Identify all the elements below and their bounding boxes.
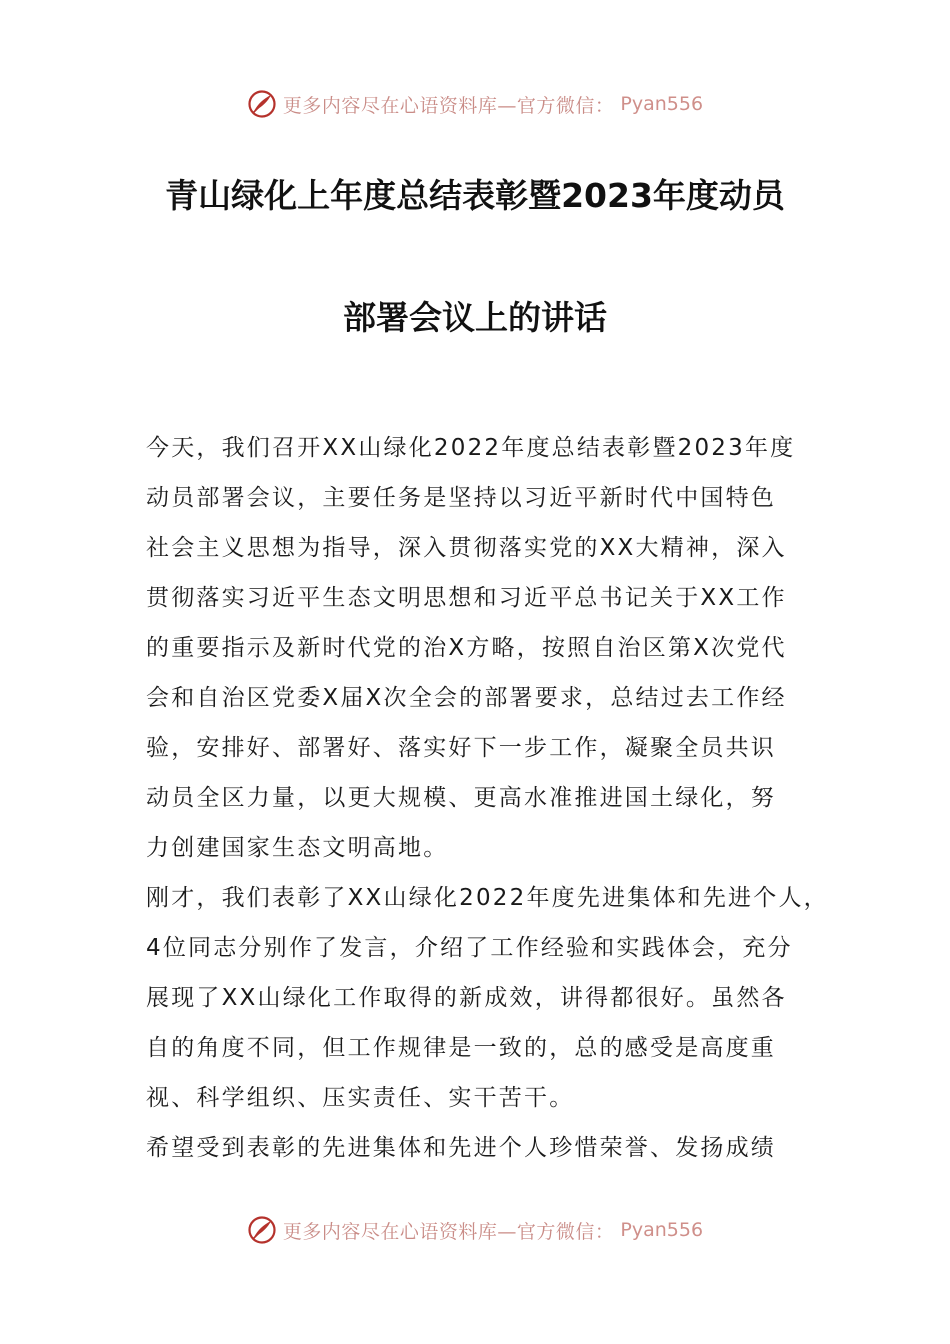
body-line: 刚才，我们表彰了XX山绿化2022年度先进集体和先进个人， (146, 885, 829, 911)
page-title-line-2: 部署会议上的讲话 (343, 298, 607, 337)
watermark-text: 更多内容尽在心语资料库—官方微信： (282, 94, 615, 117)
body-line: 自的角度不同，但工作规律是一致的，总的感受是高度重 (146, 1035, 776, 1061)
body-line: 会和自治区党委X届X次全会的部署要求，总结过去工作经 (146, 685, 787, 711)
watermark-wechat-id: Pyan556 (620, 1219, 704, 1241)
body-line: 贯彻落实习近平生态文明思想和习近平总书记关于XX工作 (146, 585, 787, 611)
body-line: 力创建国家生态文明高地。 (146, 835, 449, 861)
body-line: 动员部署会议，主要任务是坚持以习近平新时代中国特色 (146, 485, 776, 511)
quill-logo-icon (247, 89, 277, 119)
body-line: 4位同志分别作了发言，介绍了工作经验和实践体会，充分 (146, 935, 793, 961)
speech-body (146, 423, 829, 1173)
watermark-text: 更多内容尽在心语资料库—官方微信： (282, 1220, 615, 1243)
page-title-line-1: 青山绿化上年度总结表彰暨2023年度动员 (165, 176, 785, 215)
quill-logo-icon (247, 1215, 277, 1245)
body-line: 验，安排好、部署好、落实好下一步工作，凝聚全员共识 (146, 735, 776, 761)
body-line: 视、科学组织、压实责任、实干苦干。 (146, 1085, 575, 1111)
body-line: 展现了XX山绿化工作取得的新成效，讲得都很好。虽然各 (146, 985, 787, 1011)
body-line: 动员全区力量，以更大规模、更高水准推进国土绿化，努 (146, 785, 776, 811)
watermark-wechat-id: Pyan556 (620, 93, 704, 115)
body-line: 社会主义思想为指导，深入贯彻落实党的XX大精神，深入 (146, 535, 787, 561)
watermark-header (0, 84, 950, 124)
watermark-footer (0, 1210, 950, 1250)
body-line: 希望受到表彰的先进集体和先进个人珍惜荣誉、发扬成绩 (146, 1135, 776, 1161)
body-line: 的重要指示及新时代党的治X方略，按照自治区第X次党代 (146, 635, 787, 661)
body-line: 今天，我们召开XX山绿化2022年度总结表彰暨2023年度 (146, 435, 796, 461)
